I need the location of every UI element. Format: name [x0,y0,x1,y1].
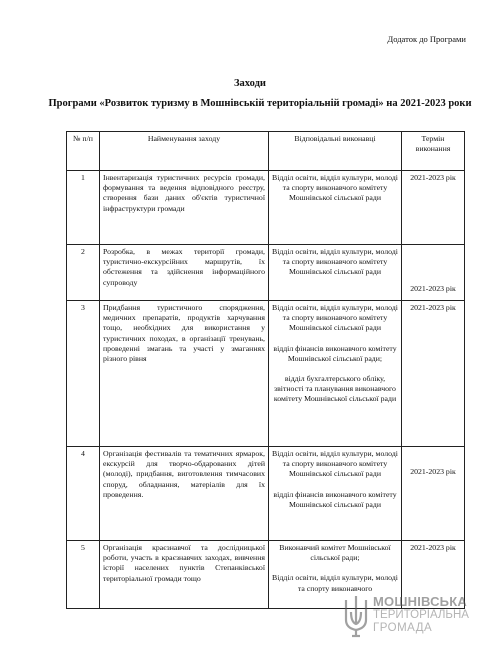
measure-executor [269,245,402,301]
measure-name: Інвентаризація туристичних ресурсів громади, формування та ведення відповідного реєстру, створення бази даних об'єктів туристичної інфраструктури громади [100,171,269,245]
row-number: 4 [67,447,100,541]
measure-term: 2021-2023 рік [402,301,465,447]
table-row [67,171,465,245]
row-number: 3 [67,301,100,447]
measure-term: 2021-2023 рік [402,541,465,609]
executor-text: Відділ освіти, відділ культури, молоді та спорту виконавчого комітету Мошнівської сільської ради [272,247,398,277]
executor-text: відділ бухгалтерського обліку, звітності та планування виконавчого комітету Мошнівської сільської ради [273,374,397,404]
column-header-executor: Відповідальні виконавці [269,132,402,171]
table-header-row [67,132,465,171]
executor-text: Відділ освіти, відділ культури, молоді та спорту виконавчого комітету Мошнівської сільської ради [272,173,398,203]
column-header-name: Найменування заходу [100,132,269,171]
document-subtitle: Програми «Розвиток туризму в Мошнівській територіальній громаді» на 2021-2023 роки [48,98,472,109]
row-number: 5 [67,541,100,609]
row-number: 2 [67,245,100,301]
measure-executor [269,171,402,245]
document-title: Заходи [234,78,266,89]
watermark-logo [343,592,493,642]
measures-table [66,131,465,609]
measure-name: Організація краєзнавчої та дослідницької роботи, участь в краєзнавчих заходах, вивчення історії населених пунктів Степанківської територіальної громади тощо [100,541,269,609]
executor-text: відділ фінансів виконавчого комітету Мошнівської сільської ради; [273,343,397,363]
measure-name: Придбання туристичного спорядження, медичних препаратів, продуктів харчування тощо, необхідних для використання у туристичних походах, в організації тренувань, проведенні змагань та участі у змаганнях різного рівня [100,301,269,447]
table-row [67,447,465,541]
executor-text: Відділ освіти, відділ культури, молоді та спорту виконавчого комітету Мошнівської сільської ради [272,303,398,333]
table-row [67,245,465,301]
executor-text: Виконавчий комітет Мошнівської сільської ради; [279,543,391,563]
row-number: 1 [67,171,100,245]
measure-name: Розробка, в межах території громади, туристично-екскурсійних маршрутів, їх обстеження та здійснення інформаційного супроводу [100,245,269,301]
annex-label: Додаток до Програми [387,34,466,44]
measure-name: Організація фестивалів та тематичних ярмарок, екскурсій для творчо-обдарованих дітей (молоді), придбання, виготовлення тимчасових споруд, обладнання, матеріалів для їх проведення. [100,447,269,541]
measure-executor [269,301,402,447]
watermark-line2: ТЕРИТОРІАЛЬНА [373,609,469,621]
executor-text: Відділ освіти, відділ культури, молоді та спорту виконавчого комітету Мошнівської сільської ради [272,449,398,479]
trident-icon [343,594,369,638]
executor-text: відділ фінансів виконавчого комітету Мошнівської сільської ради [273,489,397,509]
executor-text: Відділ освіти, відділ культури, молоді та спорту виконавчого [272,573,398,593]
table-row [67,301,465,447]
watermark-line3: ГРОМАДА [373,622,433,634]
measure-term: 2021-2023 рік [402,171,465,245]
measure-executor [269,447,402,541]
measure-term: 2021-2023 рік [402,447,465,541]
watermark-line1: МОШНІВСЬКА [373,594,467,609]
column-header-num: № п/п [67,132,100,171]
measure-term: 2021-2023 рік [402,245,465,301]
column-header-term: Термін виконання [402,132,465,171]
